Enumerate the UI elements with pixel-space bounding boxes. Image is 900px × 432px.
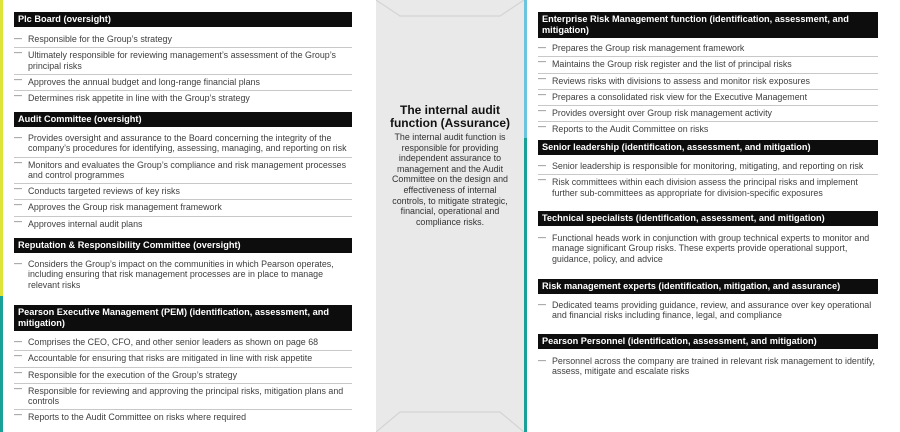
reputation-committee-list (14, 259, 352, 290)
accent-bar-teal (0, 296, 3, 432)
right-column (524, 0, 900, 432)
list-item: — Functional heads work in conjunction with group technical experts to monitor and manage significant Group risks. These experts provide operational support, guidance, policy, and advice (538, 233, 878, 264)
list-item: — Prepares a consolidated risk view for the Executive Management (538, 89, 878, 102)
list-item: — Responsible for the execution of the Group’s strategy (14, 367, 352, 380)
personnel-section (538, 334, 878, 377)
personnel-header: Pearson Personnel (identification, assessment, and mitigation) (538, 334, 878, 349)
list-item: — Senior leadership is responsible for monitoring, mitigating, and reporting on risk (538, 161, 878, 171)
reputation-committee-section (14, 238, 352, 290)
list-item: — Reviews risks with divisions to assess and monitor risk exposures (538, 73, 878, 86)
list-item: — Considers the Group’s impact on the communities in which Pearson operates, including ensuring that risk management processes are in place to manage relevant risks (14, 259, 352, 290)
audit-committee-section (14, 112, 352, 229)
list-item: — Prepares the Group risk management framework (538, 43, 878, 53)
list-item: — Personnel across the company are trained in relevant risk management to identify, assess, mitigate and escalate risks (538, 356, 878, 377)
list-item: — Risk committees within each division assess the principal risks and implement further sub-committees as appropriate for division-specific exposures (538, 174, 878, 198)
risk-experts-section (538, 279, 878, 321)
list-item: — Reports to the Audit Committee on risks (538, 121, 878, 134)
bottom-connector-line (376, 412, 524, 432)
list-item: — Reports to the Audit Committee on risks where required (14, 409, 352, 422)
technical-specialists-list (538, 233, 878, 264)
senior-leadership-header: Senior leadership (identification, assessment, and mitigation) (538, 140, 878, 155)
audit-committee-list (14, 133, 352, 229)
pem-list (14, 337, 352, 423)
risk-experts-list (538, 300, 878, 321)
list-item: — Ultimately responsible for reviewing management’s assessment of the Group’s principal risks (14, 47, 352, 71)
list-item: — Approves the annual budget and long-range financial plans (14, 74, 352, 87)
accent-bar-yellow (0, 0, 3, 296)
erm-list (538, 43, 878, 135)
plc-board-section (14, 12, 352, 103)
list-item: — Approves the Group risk management framework (14, 199, 352, 212)
senior-leadership-section (538, 140, 878, 198)
risk-experts-header: Risk management experts (identification, mitigation, and assurance) (538, 279, 878, 294)
top-connector-line (376, 0, 524, 16)
list-item: — Accountable for ensuring that risks are mitigated in line with risk appetite (14, 350, 352, 363)
reputation-committee-header: Reputation & Responsibility Committee (oversight) (14, 238, 352, 253)
accent-bar-blue (524, 0, 527, 138)
list-item: — Monitors and evaluates the Group’s compliance and risk management processes and control programmes (14, 157, 352, 181)
list-item: — Determines risk appetite in line with the Group’s strategy (14, 90, 352, 103)
internal-audit-panel (376, 0, 524, 432)
erm-section (538, 12, 878, 135)
technical-specialists-section (538, 211, 878, 264)
senior-leadership-list (538, 161, 878, 198)
list-item: — Maintains the Group risk register and the list of principal risks (538, 56, 878, 69)
personnel-list (538, 356, 878, 377)
list-item: — Responsible for the Group’s strategy (14, 34, 352, 44)
list-item: — Dedicated teams providing guidance, review, and assurance over key operational and financial risks including finance, legal, and compliance (538, 300, 878, 321)
internal-audit-content (386, 104, 514, 227)
accent-bar-teal-right (524, 138, 527, 432)
internal-audit-title: The internal audit function (Assurance) (389, 103, 510, 130)
list-item: — Comprises the CEO, CFO, and other senior leaders as shown on page 68 (14, 337, 352, 347)
pem-header: Pearson Executive Management (PEM) (identification, assessment, and mitigation) (14, 305, 352, 331)
internal-audit-description: The internal audit function is responsible for providing independent assurance to management and the Audit Committee on the design and effectiveness of internal controls, to mitigate strategic, financial, operational and compliance risks. (392, 132, 508, 227)
erm-header: Enterprise Risk Management function (identification, assessment, and mitigation) (538, 12, 878, 38)
list-item: — Approves internal audit plans (14, 216, 352, 229)
pem-section (14, 305, 352, 423)
list-item: — Provides oversight and assurance to the Board concerning the integrity of the company’s procedures for identifying, assessing, managing, and reporting on risk (14, 133, 352, 154)
plc-board-header: Plc Board (oversight) (14, 12, 352, 27)
list-item: — Responsible for reviewing and approving the principal risks, mitigation plans and controls (14, 383, 352, 407)
technical-specialists-header: Technical specialists (identification, assessment, and mitigation) (538, 211, 878, 226)
list-item: — Provides oversight over Group risk management activity (538, 105, 878, 118)
audit-committee-header: Audit Committee (oversight) (14, 112, 352, 127)
list-item: — Conducts targeted reviews of key risks (14, 183, 352, 196)
plc-board-list (14, 34, 352, 103)
left-column (0, 0, 376, 432)
